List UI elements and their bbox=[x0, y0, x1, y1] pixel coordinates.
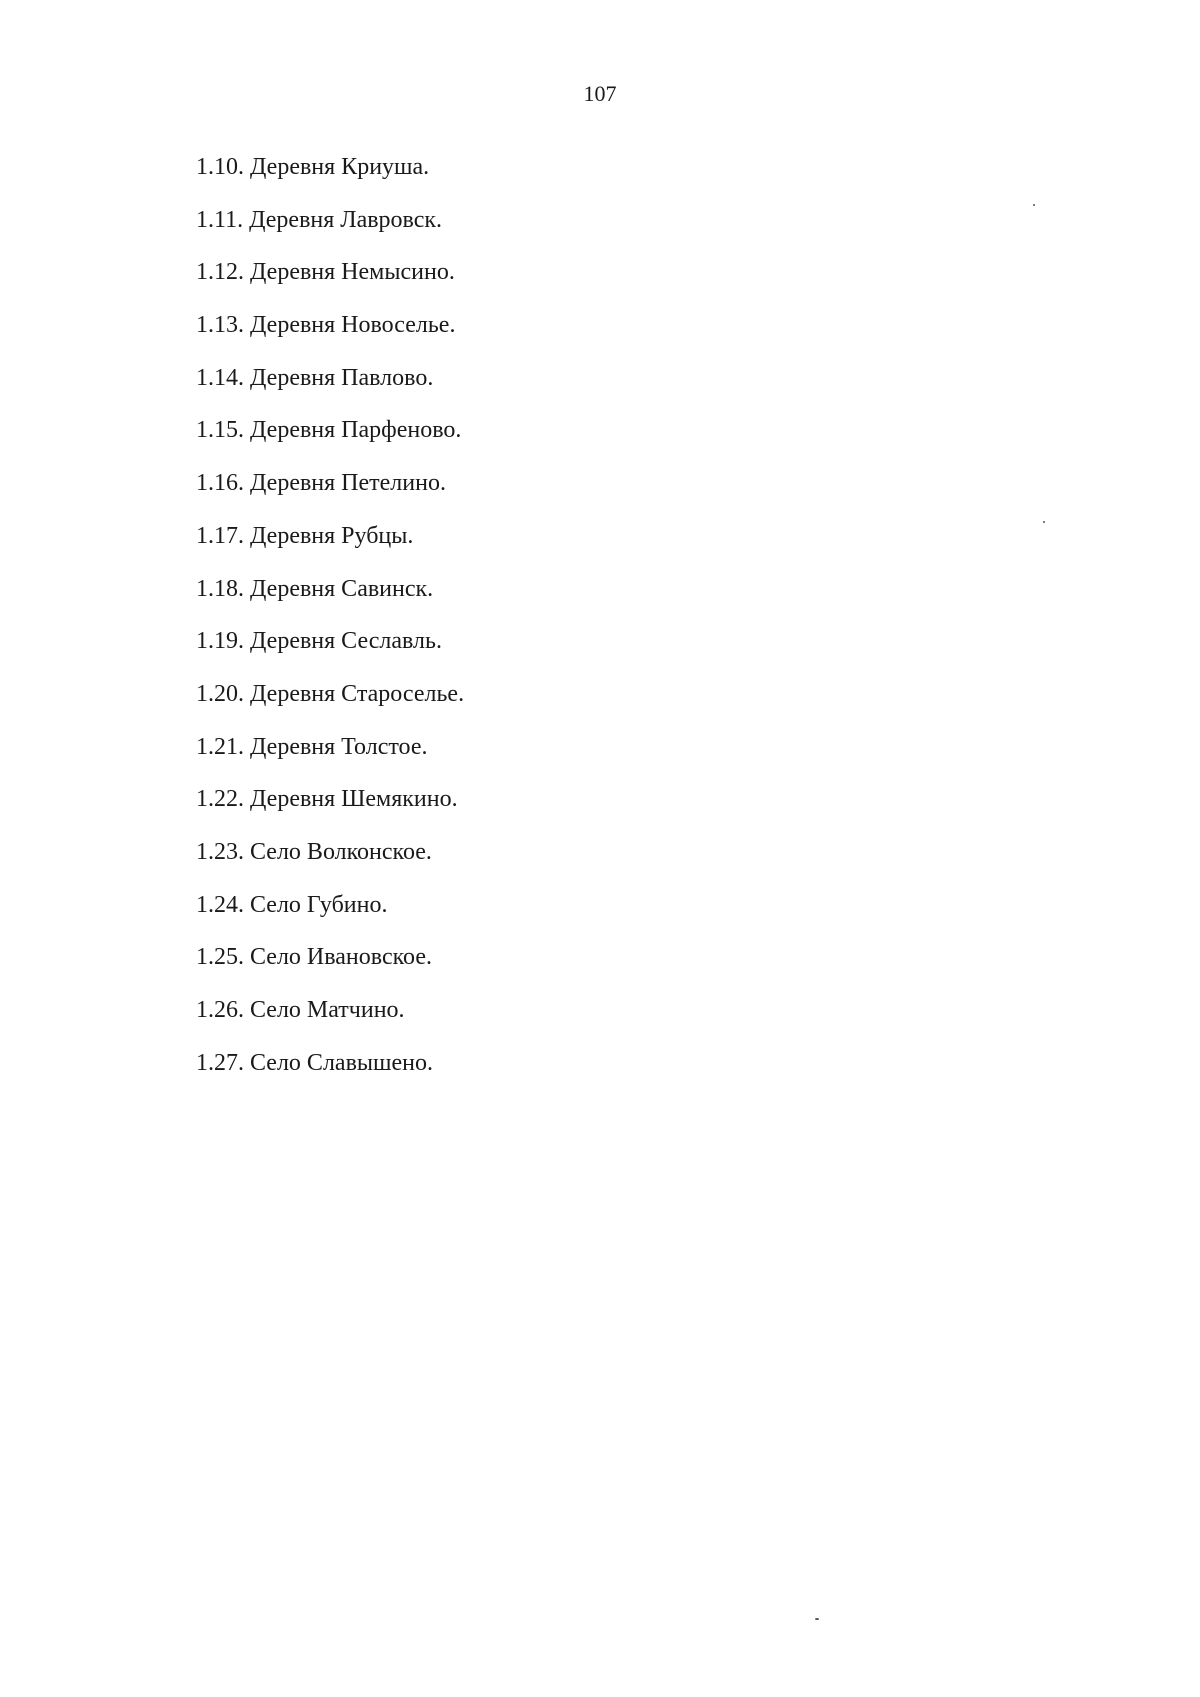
list-item: 1.26. Село Матчино. bbox=[196, 997, 405, 1023]
list-item: 1.12. Деревня Немысино. bbox=[196, 259, 455, 286]
list-item: 1.18. Деревня Савинск. bbox=[196, 575, 434, 602]
list-item: 1.25. Село Ивановское. bbox=[196, 944, 433, 971]
list-item: 1.11. Деревня Лавровск. bbox=[196, 206, 443, 233]
list-item: 1.10. Деревня Криуша. bbox=[196, 154, 430, 180]
scan-speck bbox=[1043, 521, 1045, 523]
list-item: 1.20. Деревня Староселье. bbox=[196, 680, 465, 707]
list-item: 1.19. Деревня Сеславль. bbox=[196, 628, 442, 655]
scan-speck bbox=[815, 1618, 819, 1620]
list-item: 1.27. Село Славышено. bbox=[196, 1049, 433, 1076]
page-number: 107 bbox=[583, 81, 617, 106]
list-item: 1.14. Деревня Павлово. bbox=[196, 364, 434, 391]
list-item: 1.13. Деревня Новоселье. bbox=[196, 312, 456, 339]
list-item: 1.24. Село Губино. bbox=[196, 891, 388, 918]
list-item: 1.16. Деревня Петелино. bbox=[196, 470, 446, 497]
settlement-list bbox=[196, 152, 464, 1100]
list-item: 1.15. Деревня Парфеново. bbox=[196, 417, 462, 444]
list-item: 1.23. Село Волконское. bbox=[196, 838, 432, 865]
list-item: 1.21. Деревня Толстое. bbox=[196, 733, 428, 760]
list-item: 1.22. Деревня Шемякино. bbox=[196, 786, 458, 813]
list-item: 1.17. Деревня Рубцы. bbox=[196, 522, 414, 549]
scan-speck bbox=[1033, 204, 1035, 206]
